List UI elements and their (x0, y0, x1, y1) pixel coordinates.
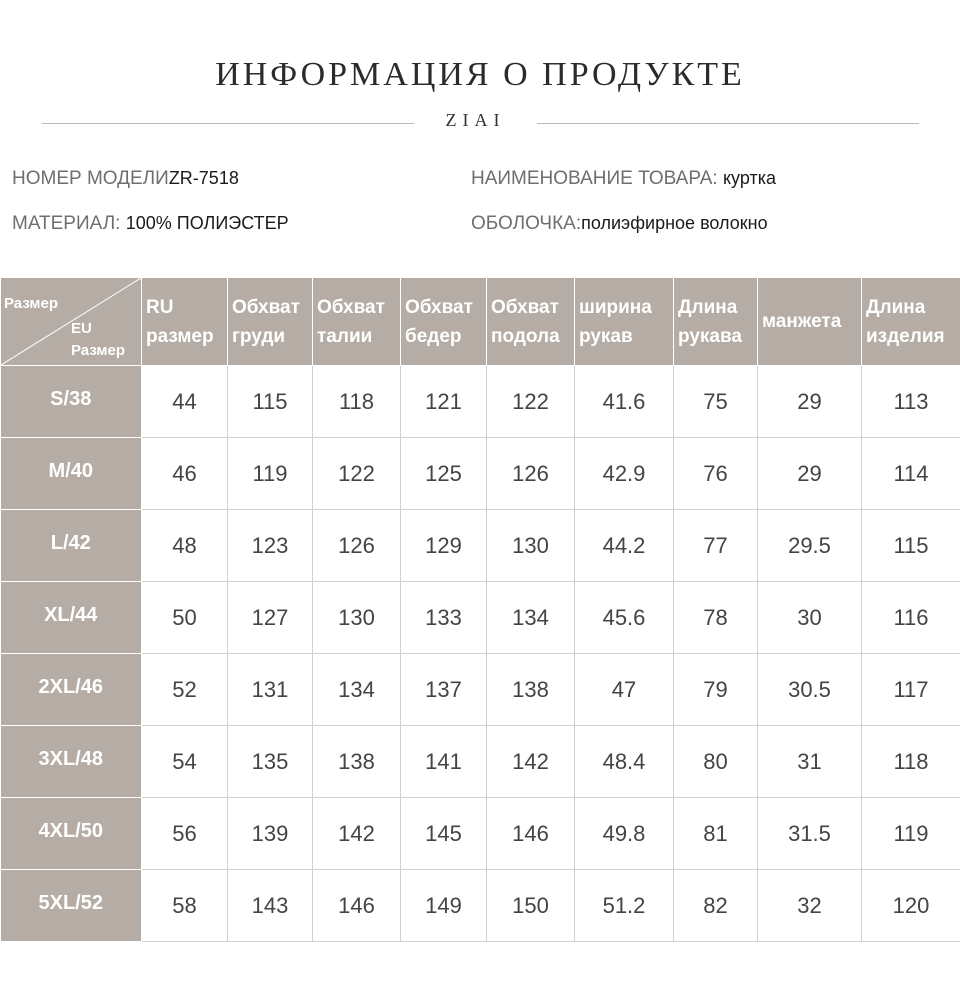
table-cell: 51.2 (575, 870, 674, 942)
model-number-info (12, 168, 239, 190)
table-cell: 127 (228, 582, 313, 654)
table-cell: 117 (862, 654, 960, 726)
size-cell: L/42 (1, 510, 142, 582)
material-info (12, 213, 289, 235)
size-cell: M/40 (1, 438, 142, 510)
table-row (1, 726, 960, 798)
table-cell: 129 (401, 510, 487, 582)
table-cell: 32 (758, 870, 862, 942)
divider-line-right (537, 123, 919, 124)
table-cell: 29.5 (758, 510, 862, 582)
corner-label-eu-size: Размер (71, 342, 126, 359)
table-cell: 116 (862, 582, 960, 654)
corner-label-size: Размер (4, 295, 59, 312)
page-title: ИНФОРМАЦИЯ О ПРОДУКТЕ (215, 56, 745, 93)
table-cell: 77 (674, 510, 758, 582)
table-cell: 30.5 (758, 654, 862, 726)
table-cell: 56 (142, 798, 228, 870)
table-cell: 135 (228, 726, 313, 798)
table-cell: 46 (142, 438, 228, 510)
table-cell: 31.5 (758, 798, 862, 870)
table-cell: 113 (862, 366, 960, 438)
table-cell: 58 (142, 870, 228, 942)
table-cell: 118 (313, 366, 401, 438)
table-cell: 126 (487, 438, 575, 510)
table-cell: 119 (228, 438, 313, 510)
corner-label-eu: EU (71, 320, 92, 337)
brand-name: ZIAI (445, 110, 506, 130)
table-cell: 30 (758, 582, 862, 654)
table-cell: 122 (313, 438, 401, 510)
table-cell: 119 (862, 798, 960, 870)
column-header-ru-size: RU размер (142, 278, 228, 366)
table-cell: 54 (142, 726, 228, 798)
table-cell: 52 (142, 654, 228, 726)
size-cell: S/38 (1, 366, 142, 438)
table-cell: 81 (674, 798, 758, 870)
column-header-chest: Обхват груди (228, 278, 313, 366)
corner-header (1, 278, 142, 366)
table-row (1, 582, 960, 654)
table-cell: 29 (758, 366, 862, 438)
brand-divider (0, 110, 960, 138)
table-cell: 138 (487, 654, 575, 726)
material-value: 100% ПОЛИЭСТЕР (125, 213, 289, 233)
model-number-label: НОМЕР МОДЕЛИ (12, 168, 169, 189)
product-name-value: куртка (722, 168, 776, 188)
table-cell: 50 (142, 582, 228, 654)
table-cell: 145 (401, 798, 487, 870)
table-cell: 31 (758, 726, 862, 798)
table-cell: 44.2 (575, 510, 674, 582)
material-label: МАТЕРИАЛ: (12, 213, 121, 234)
table-cell: 48.4 (575, 726, 674, 798)
table-cell: 75 (674, 366, 758, 438)
table-cell: 47 (575, 654, 674, 726)
table-cell: 149 (401, 870, 487, 942)
column-header-hips: Обхват бедер (401, 278, 487, 366)
table-cell: 141 (401, 726, 487, 798)
table-cell: 78 (674, 582, 758, 654)
size-cell: 5XL/52 (1, 870, 142, 942)
table-cell: 29 (758, 438, 862, 510)
table-cell: 137 (401, 654, 487, 726)
product-name-label: НАИМЕНОВАНИЕ ТОВАРА: (471, 168, 718, 189)
table-cell: 79 (674, 654, 758, 726)
table-cell: 126 (313, 510, 401, 582)
table-cell: 114 (862, 438, 960, 510)
column-header-cuff: манжета (758, 278, 862, 366)
table-cell: 41.6 (575, 366, 674, 438)
table-cell: 76 (674, 438, 758, 510)
table-cell: 48 (142, 510, 228, 582)
size-cell: 2XL/46 (1, 654, 142, 726)
table-cell: 115 (228, 366, 313, 438)
table-cell: 42.9 (575, 438, 674, 510)
table-cell: 44 (142, 366, 228, 438)
table-cell: 130 (487, 510, 575, 582)
table-header-row (1, 278, 960, 366)
column-header-sleeve-width: ширина рукав (575, 278, 674, 366)
table-cell: 122 (487, 366, 575, 438)
model-number-value: ZR-7518 (168, 168, 239, 188)
column-header-waist: Обхват талии (313, 278, 401, 366)
table-cell: 115 (862, 510, 960, 582)
table-cell: 45.6 (575, 582, 674, 654)
size-cell: 4XL/50 (1, 798, 142, 870)
table-cell: 120 (862, 870, 960, 942)
size-cell: 3XL/48 (1, 726, 142, 798)
table-cell: 130 (313, 582, 401, 654)
table-cell: 146 (313, 870, 401, 942)
table-row (1, 438, 960, 510)
table-cell: 125 (401, 438, 487, 510)
shell-label: ОБОЛОЧКА: (471, 213, 582, 234)
table-cell: 123 (228, 510, 313, 582)
table-cell: 138 (313, 726, 401, 798)
table-cell: 131 (228, 654, 313, 726)
shell-value: полиэфирное волокно (581, 213, 768, 233)
table-row (1, 366, 960, 438)
table-cell: 82 (674, 870, 758, 942)
size-cell: XL/44 (1, 582, 142, 654)
table-row (1, 798, 960, 870)
table-cell: 133 (401, 582, 487, 654)
table-cell: 142 (487, 726, 575, 798)
table-cell: 142 (313, 798, 401, 870)
column-header-hem: Обхват подола (487, 278, 575, 366)
table-cell: 134 (487, 582, 575, 654)
table-cell: 134 (313, 654, 401, 726)
shell-info (471, 213, 768, 235)
table-cell: 121 (401, 366, 487, 438)
size-chart-table (0, 277, 960, 942)
table-row (1, 510, 960, 582)
table-row (1, 870, 960, 942)
table-cell: 49.8 (575, 798, 674, 870)
table-row (1, 654, 960, 726)
table-cell: 139 (228, 798, 313, 870)
column-header-sleeve-length: Длина рукава (674, 278, 758, 366)
table-cell: 80 (674, 726, 758, 798)
table-cell: 146 (487, 798, 575, 870)
divider-line-left (42, 123, 414, 124)
table-cell: 143 (228, 870, 313, 942)
product-name-info (471, 168, 776, 190)
table-cell: 150 (487, 870, 575, 942)
column-header-length: Длина изделия (862, 278, 960, 366)
table-cell: 118 (862, 726, 960, 798)
